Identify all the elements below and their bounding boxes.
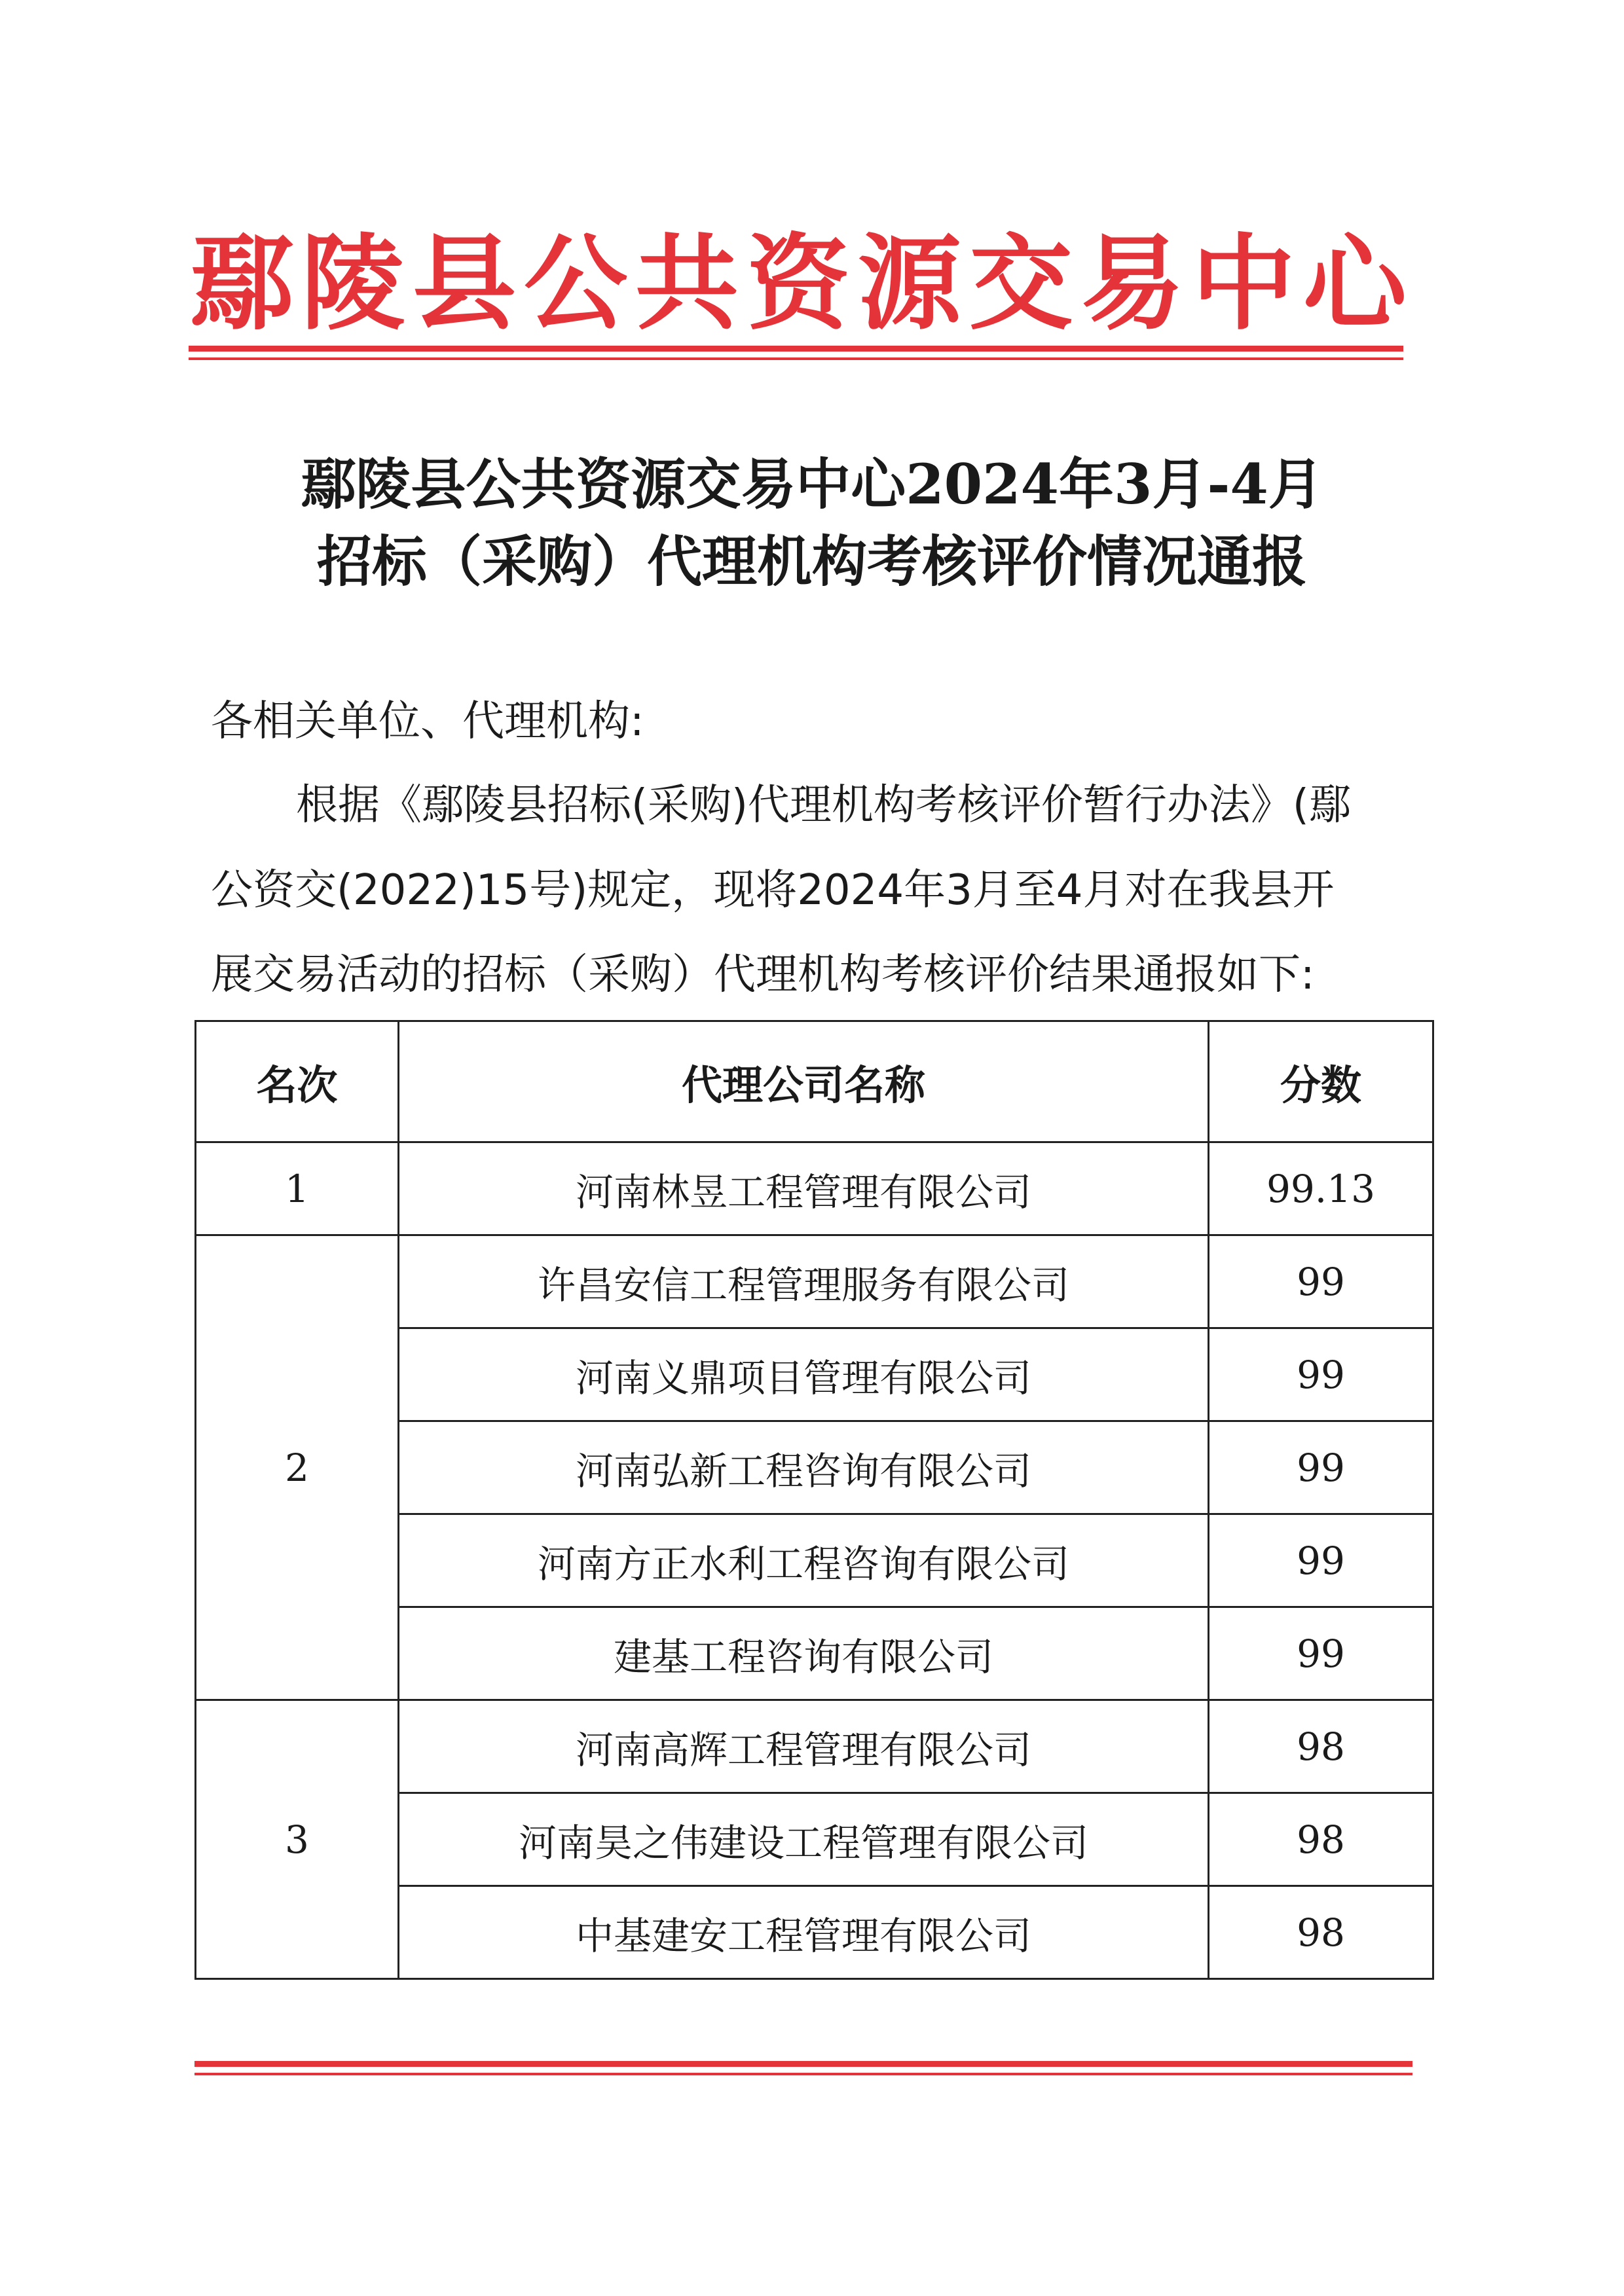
score-cell: 99 xyxy=(1209,1328,1433,1421)
score-cell: 98 xyxy=(1209,1886,1433,1979)
table-row xyxy=(196,1700,1433,1793)
company-cell: 许昌安信工程管理服务有限公司 xyxy=(399,1235,1209,1328)
score-cell: 98 xyxy=(1209,1793,1433,1886)
rank-cell: 2 xyxy=(196,1235,399,1700)
document-title-line2: 招标（采购）代理机构考核评价情况通报 xyxy=(316,529,1307,594)
score-cell: 98 xyxy=(1209,1700,1433,1793)
score-cell: 99 xyxy=(1209,1514,1433,1607)
company-cell: 中基建安工程管理有限公司 xyxy=(399,1886,1209,1979)
footer-rule-thick xyxy=(194,2061,1412,2067)
header-score: 分数 xyxy=(1209,1021,1433,1142)
score-cell: 99 xyxy=(1209,1235,1433,1328)
body-line-2: 公资交(2022)15号)规定，现将2024年3月至4月对在我县开 xyxy=(211,866,1335,915)
header-company: 代理公司名称 xyxy=(399,1021,1209,1142)
score-cell: 99 xyxy=(1209,1607,1433,1700)
company-cell: 河南林昱工程管理有限公司 xyxy=(399,1142,1209,1235)
header-rank: 名次 xyxy=(196,1021,399,1142)
score-cell: 99.13 xyxy=(1209,1142,1433,1235)
rank-cell: 1 xyxy=(196,1142,399,1235)
footer-rule-thin xyxy=(194,2073,1412,2075)
company-cell: 河南义鼎项目管理有限公司 xyxy=(399,1328,1209,1421)
company-cell: 河南弘新工程咨询有限公司 xyxy=(399,1421,1209,1514)
company-cell: 建基工程咨询有限公司 xyxy=(399,1607,1209,1700)
company-cell: 河南高辉工程管理有限公司 xyxy=(399,1700,1209,1793)
table-row xyxy=(196,1142,1433,1235)
masthead-rule-thick xyxy=(189,346,1403,352)
company-cell: 河南方正水利工程咨询有限公司 xyxy=(399,1514,1209,1607)
rank-cell: 3 xyxy=(196,1700,399,1979)
masthead-rule-thin xyxy=(189,357,1403,360)
document-title-line1: 鄢陵县公共资源交易中心2024年3月-4月 xyxy=(301,452,1323,517)
table-row xyxy=(196,1235,1433,1328)
company-cell: 河南昊之伟建设工程管理有限公司 xyxy=(399,1793,1209,1886)
salutation: 各相关单位、代理机构: xyxy=(211,697,644,746)
table-header-row xyxy=(196,1021,1433,1142)
body-line-3: 展交易活动的招标（采购）代理机构考核评价结果通报如下: xyxy=(211,951,1315,999)
body-line-1: 根据《鄢陵县招标(采购)代理机构考核评价暂行办法》(鄢 xyxy=(296,781,1351,829)
score-table xyxy=(194,1020,1434,1980)
masthead-title: 鄢陵县公共资源交易中心 xyxy=(190,224,1414,344)
score-cell: 99 xyxy=(1209,1421,1433,1514)
